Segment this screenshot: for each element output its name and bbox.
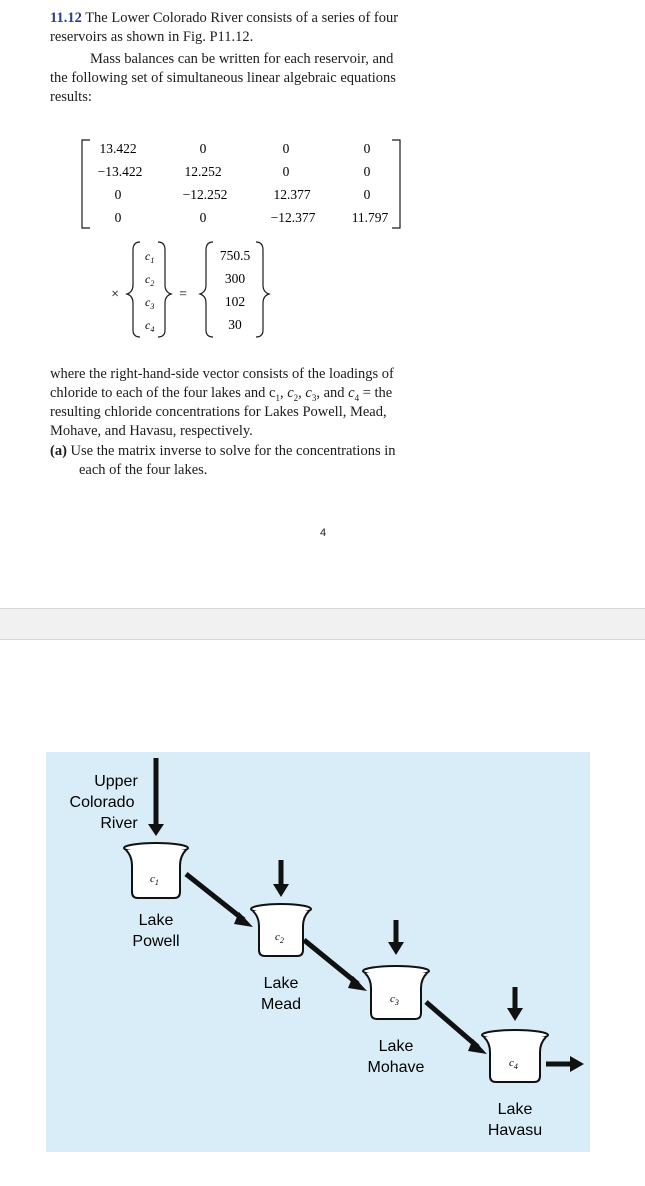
- problem-line-1: 11.12 The Lower Colorado River consists of a series of four: [50, 10, 399, 26]
- matrix-cell: 0: [363, 164, 371, 179]
- rhs-value: 750.5: [219, 248, 251, 263]
- lake-label: Lake: [497, 1101, 533, 1118]
- problem-number: 11.12: [50, 10, 82, 26]
- reservoir-figure: [46, 752, 590, 1152]
- matrix-cell: 12.252: [184, 164, 222, 179]
- lake-label: Lake: [138, 912, 174, 929]
- rhs-left-brace: [200, 242, 213, 337]
- svg-text:c3: $c_3$: [390, 993, 399, 1007]
- source-label: Upper: [94, 773, 138, 790]
- rhs-value: 30: [228, 317, 242, 332]
- matrix-left-bracket: [82, 140, 90, 228]
- inflow-arrowhead: [148, 824, 164, 836]
- lake-mead-tank: [251, 904, 311, 956]
- unknown-c4: $c_4$: [145, 318, 155, 334]
- lake-label: Powell: [132, 933, 180, 950]
- source-label: River: [100, 815, 138, 832]
- lake-label: Mohave: [367, 1059, 425, 1076]
- inflow-arrowhead: [273, 884, 289, 897]
- unknown-c3: $c_3$: [145, 295, 155, 311]
- lake-powell-tank: [124, 843, 188, 898]
- unknown-c1: $c_1$: [145, 249, 155, 265]
- matrix-cell: −12.377: [270, 210, 316, 225]
- part-a-line-2: each of the four lakes.: [79, 462, 208, 478]
- matrix-cell: 0: [282, 164, 290, 179]
- matrix-cell: −13.422: [97, 164, 143, 179]
- matrix-cell: 12.377: [273, 187, 311, 202]
- unknown-right-brace: [158, 242, 171, 337]
- after-line-1: where the right-hand-side vector consists of the loadings of: [50, 366, 394, 382]
- lake-havasu-tank: [482, 1030, 548, 1082]
- matrix-cell: 11.797: [351, 210, 389, 225]
- problem-line-4: the following set of simultaneous linear algebraic equations: [50, 70, 396, 86]
- rhs-value: 102: [224, 294, 246, 309]
- inflow-arrowhead: [507, 1008, 523, 1021]
- flow-mead-mohave: [304, 940, 358, 984]
- rhs-value: 300: [224, 271, 246, 286]
- matrix-cell: 0: [282, 141, 290, 156]
- after-line-2: chloride to each of the four lakes and $c_1$, $c_2$, $c_3$, and $c_4$ = the: [50, 385, 393, 403]
- svg-text:c1: $c_1$: [150, 873, 159, 887]
- matrix-cell: 0: [114, 187, 122, 202]
- matrix-cell: −12.252: [182, 187, 228, 202]
- part-a-label: (a): [50, 443, 67, 459]
- matrix-cell: 13.422: [99, 141, 137, 156]
- page-number: 4: [320, 527, 327, 539]
- flow-powell-mead: [186, 874, 244, 920]
- lake-label: Lake: [378, 1038, 414, 1055]
- matrix-cell: 0: [199, 141, 207, 156]
- lake-label: Lake: [263, 975, 299, 992]
- problem-line-5: results:: [50, 89, 92, 105]
- svg-text:c2: $c_2$: [275, 931, 284, 945]
- equals-sign: =: [179, 286, 187, 301]
- times-sign: ×: [111, 286, 119, 301]
- after-line-3: resulting chloride concentrations for Lakes Powell, Mead,: [50, 404, 387, 420]
- unknown-left-brace: [127, 242, 140, 337]
- part-a-line-1: (a) Use the matrix inverse to solve for the concentrations in: [50, 443, 396, 459]
- matrix-right-bracket: [392, 140, 400, 228]
- outflow-arrowhead: [570, 1056, 584, 1072]
- matrix-cell: 0: [363, 187, 371, 202]
- page-divider: [0, 608, 645, 640]
- matrix-cell: 0: [114, 210, 122, 225]
- matrix-cell: 0: [199, 210, 207, 225]
- after-line-4: Mohave, and Havasu, respectively.: [50, 423, 253, 439]
- matrix-equation: [0, 130, 645, 345]
- flow-mohave-havasu: [426, 1002, 478, 1047]
- lake-mohave-tank: [363, 966, 429, 1019]
- rhs-right-brace: [256, 242, 269, 337]
- unknown-c2: $c_2$: [145, 272, 155, 288]
- problem-line-2: reservoirs as shown in Fig. P11.12.: [50, 29, 254, 45]
- source-label: Colorado: [69, 794, 135, 811]
- svg-text:c4: $c_4$: [509, 1057, 518, 1071]
- matrix-cell: 0: [363, 141, 371, 156]
- lake-label: Mead: [260, 996, 302, 1013]
- problem-line-3: Mass balances can be written for each reservoir, and: [90, 51, 394, 67]
- lake-label: Havasu: [487, 1122, 543, 1139]
- inflow-arrowhead: [388, 942, 404, 955]
